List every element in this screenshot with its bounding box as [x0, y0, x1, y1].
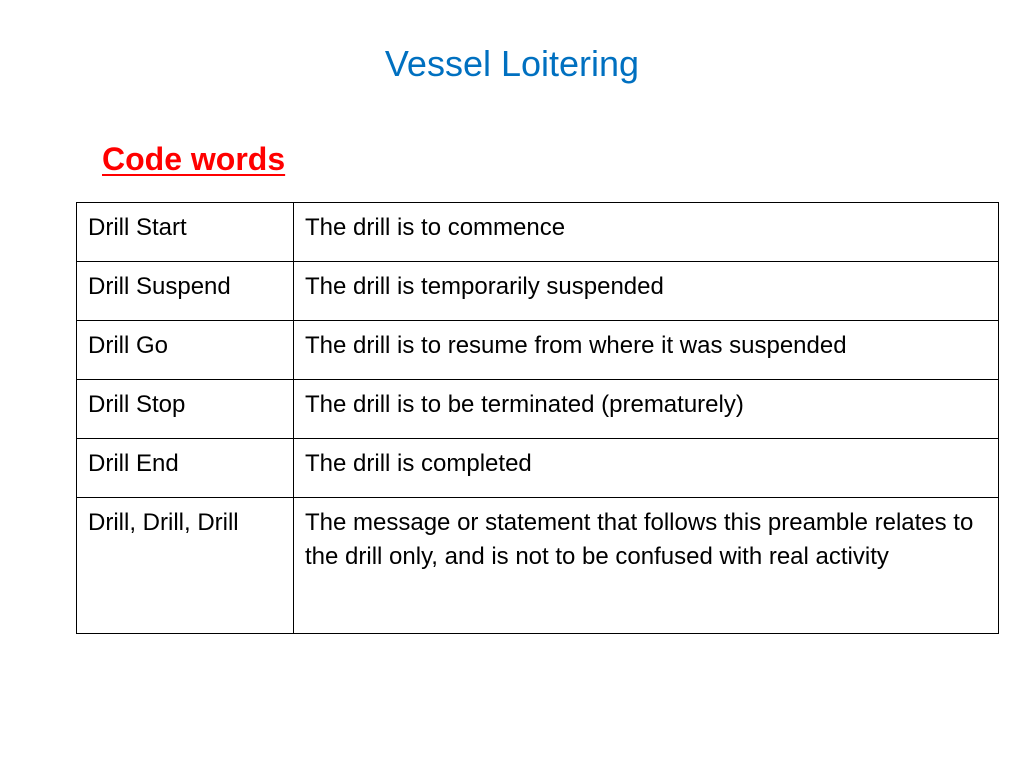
meaning-cell: The drill is completed: [294, 439, 999, 498]
slide-title: Vessel Loitering: [384, 43, 640, 84]
meaning-cell: The drill is temporarily suspended: [294, 262, 999, 321]
table-row: [77, 203, 999, 262]
code-word-cell: Drill Suspend: [77, 262, 294, 321]
code-word-cell: Drill Stop: [77, 380, 294, 439]
code-word-cell: Drill, Drill, Drill: [77, 498, 294, 634]
meaning-cell: The drill is to commence: [294, 203, 999, 262]
meaning-cell: The drill is to be terminated (prematurely): [294, 380, 999, 439]
section-heading: Code words: [102, 141, 286, 177]
meaning-cell: The message or statement that follows this preamble relates to the drill only, and is not to be confused with real activity: [294, 498, 999, 634]
table-row: [77, 439, 999, 498]
meaning-cell: The drill is to resume from where it was suspended: [294, 321, 999, 380]
table-row: [77, 380, 999, 439]
code-words-table: [76, 202, 999, 634]
table-row: [77, 262, 999, 321]
code-word-cell: Drill Go: [77, 321, 294, 380]
table-row: [77, 498, 999, 634]
table-row: [77, 321, 999, 380]
code-word-cell: Drill Start: [77, 203, 294, 262]
code-word-cell: Drill End: [77, 439, 294, 498]
